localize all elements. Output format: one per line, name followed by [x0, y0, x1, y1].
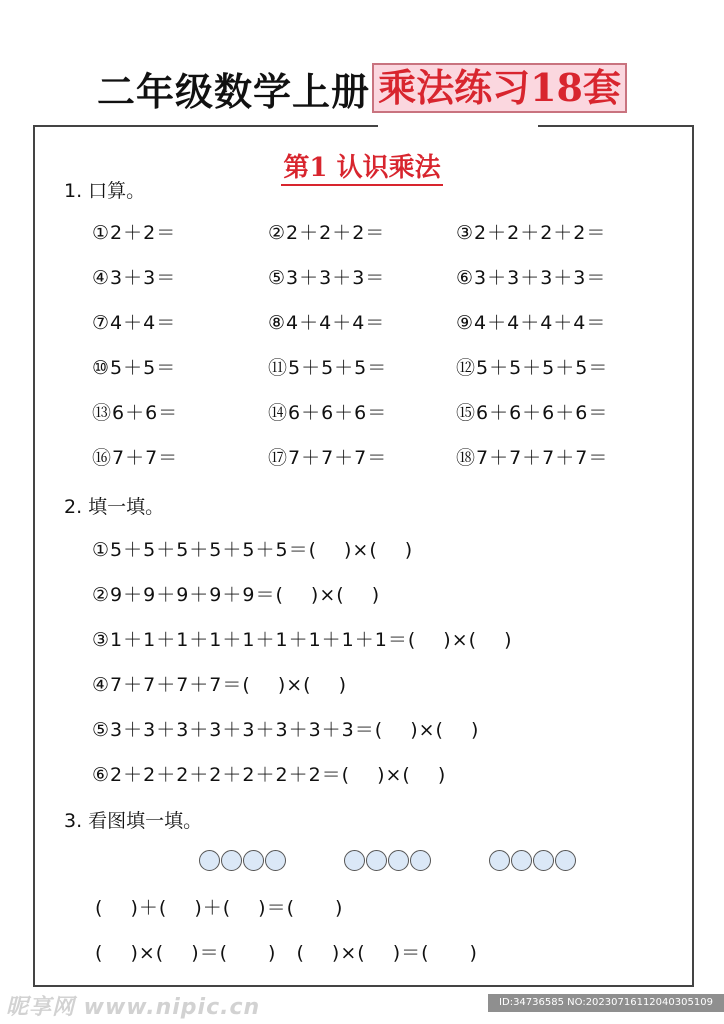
problem: ②2＋2＋2＝: [268, 222, 386, 244]
title-highlight: 乘法练习18套: [372, 63, 627, 113]
multiplication-blank-line: ( )×( )＝( ) ( )×( )＝( ): [95, 942, 478, 964]
problem: ⑧4＋4＋4＝: [268, 312, 386, 334]
problem: ⑰7＋7＋7＝: [268, 447, 388, 469]
fill-problem: ②9＋9＋9＋9＋9＝( )×( ): [92, 584, 381, 606]
mental-math-row: [92, 263, 652, 291]
fill-problem: ①5＋5＋5＋5＋5＋5＝( )×( ): [92, 539, 414, 561]
problem: ⑤3＋3＋3＝: [268, 267, 386, 289]
problem: ⑪5＋5＋5＝: [268, 357, 388, 379]
problem: ⑩5＋5＝: [92, 357, 177, 379]
problem: ①2＋2＝: [92, 222, 177, 244]
lesson-subtitle-text: 第1 认识乘法: [281, 153, 442, 186]
circle: [199, 850, 220, 871]
problem: ④3＋3＝: [92, 267, 177, 289]
circle: [410, 850, 431, 871]
fill-problem: ⑤3＋3＋3＋3＋3＋3＋3＋3＝( )×( ): [92, 719, 480, 741]
problem: ⑭6＋6＋6＝: [268, 402, 388, 424]
problem: ⑮6＋6＋6＋6＝: [456, 402, 609, 424]
fill-problem: ③1＋1＋1＋1＋1＋1＋1＋1＋1＝( )×( ): [92, 629, 513, 651]
circle: [511, 850, 532, 871]
watermark-logo: 昵享网 www.nipic.cn: [6, 995, 261, 1020]
circle: [221, 850, 242, 871]
circle: [489, 850, 510, 871]
circle-group: [199, 850, 286, 871]
problem: ⑱7＋7＋7＋7＝: [456, 447, 609, 469]
mental-math-row: [92, 443, 652, 471]
circle-group: [489, 850, 576, 871]
circle: [243, 850, 264, 871]
watermark-id: ID:34736585 NO:20230716112040305109: [488, 994, 724, 1012]
fill-problem: ④7＋7＋7＋7＝( )×( ): [92, 674, 348, 696]
section3-heading: 3. 看图填一填。: [64, 810, 203, 832]
circle: [265, 850, 286, 871]
mental-math-row: [92, 398, 652, 426]
section1-heading: 1. 口算。: [64, 180, 146, 202]
circle: [388, 850, 409, 871]
mental-math-row: [92, 308, 652, 336]
section2-heading: 2. 填一填。: [64, 496, 165, 518]
circle: [555, 850, 576, 871]
fill-problem: ⑥2＋2＋2＋2＋2＋2＋2＝( )×( ): [92, 764, 447, 786]
problem: ⑫5＋5＋5＋5＝: [456, 357, 609, 379]
mental-math-row: [92, 218, 652, 246]
frame-gap: [378, 120, 538, 130]
problem: ⑨4＋4＋4＋4＝: [456, 312, 607, 334]
circle: [366, 850, 387, 871]
addition-blank-line: ( )＋( )＋( )＝( ): [95, 897, 344, 919]
problem: ③2＋2＋2＋2＝: [456, 222, 607, 244]
title-main: 二年级数学上册: [97, 69, 371, 114]
problem: ⑯7＋7＝: [92, 447, 179, 469]
problem: ⑥3＋3＋3＋3＝: [456, 267, 607, 289]
problem: ⑦4＋4＝: [92, 312, 177, 334]
mental-math-row: [92, 353, 652, 381]
problem: ⑬6＋6＝: [92, 402, 179, 424]
page-title: [0, 62, 724, 114]
circle: [533, 850, 554, 871]
circle: [344, 850, 365, 871]
circle-group: [344, 850, 431, 871]
circle-figure: [0, 850, 724, 874]
